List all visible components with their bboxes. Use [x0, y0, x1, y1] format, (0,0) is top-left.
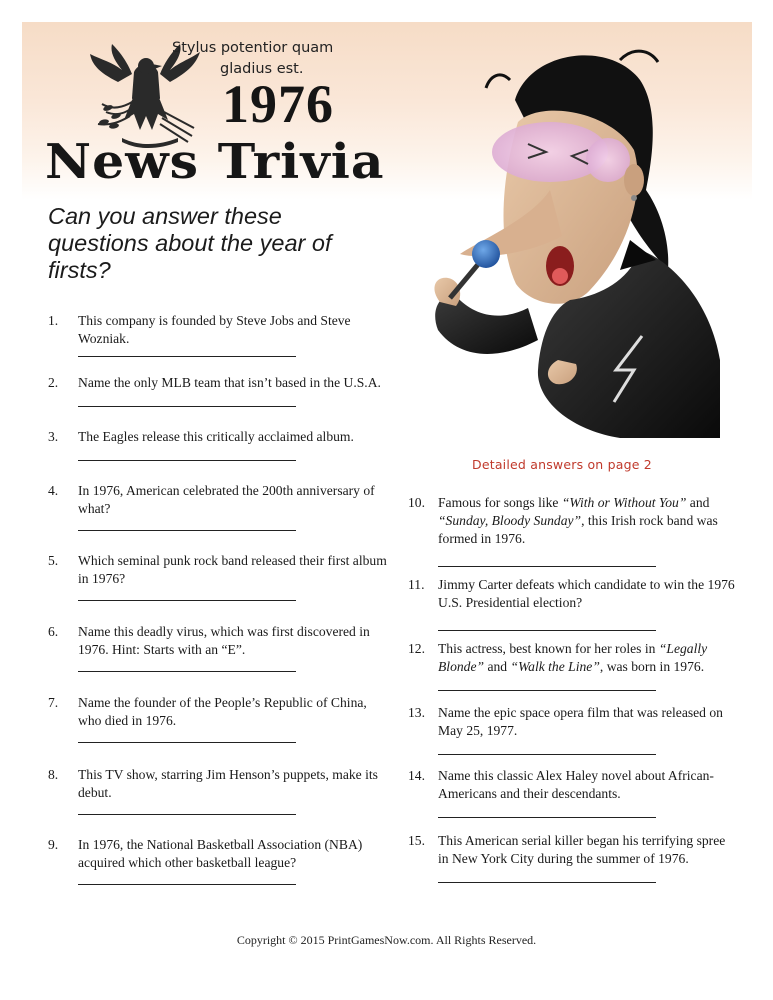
answer-line[interactable] — [438, 630, 656, 631]
answer-line[interactable] — [78, 742, 296, 743]
question-text: The Eagles release this critically acclaimed album. — [78, 429, 354, 444]
question-number: 14. — [408, 768, 425, 783]
question-number: 13. — [408, 705, 425, 720]
movie-title: “Legally Blonde” — [438, 641, 708, 674]
question-11 — [408, 576, 738, 631]
question-number: 5. — [48, 553, 59, 568]
answer-line[interactable] — [78, 814, 296, 815]
answer-line[interactable] — [78, 884, 296, 885]
question-number: 9. — [48, 837, 59, 852]
question-text: This company is founded by Steve Jobs and Steve Wozniak. — [78, 313, 351, 346]
answer-line[interactable] — [438, 566, 656, 567]
question-number: 8. — [48, 767, 59, 782]
question-text: Jimmy Carter defeats which candidate to win the 1976 U.S. Presidential election? — [438, 577, 735, 610]
question-text: Name the founder of the People’s Republic of China, who died in 1976. — [78, 695, 367, 728]
answer-line[interactable] — [78, 460, 296, 461]
question-number: 2. — [48, 375, 59, 390]
question-8 — [48, 766, 388, 815]
question-text-part: and — [484, 659, 511, 674]
question-9 — [48, 836, 388, 885]
question-text: Name the only MLB team that isn’t based in the U.S.A. — [78, 375, 381, 390]
question-4 — [48, 482, 388, 531]
question-7 — [48, 694, 388, 743]
singer-caricature-illustration — [420, 40, 730, 450]
motto-line-2: gladius est. — [220, 61, 304, 77]
question-10 — [408, 494, 738, 567]
subtitle: Can you answer these questions about the year of firsts? — [48, 203, 332, 283]
question-text: Name this deadly virus, which was first discovered in 1976. Hint: Starts with an “E”. — [78, 624, 370, 657]
question-number: 11. — [408, 577, 425, 592]
question-text: Name the epic space opera film that was released on May 25, 1977. — [438, 705, 723, 738]
copyright-footer: Copyright © 2015 PrintGamesNow.com. All Rights Reserved. — [236, 933, 537, 947]
answer-line[interactable] — [78, 600, 296, 601]
question-12 — [408, 640, 738, 691]
question-text: Name this classic Alex Haley novel about African-Americans and their descendants. — [438, 768, 714, 801]
question-text-part: Famous for songs like — [438, 495, 562, 510]
question-text: In 1976, American celebrated the 200th anniversary of what? — [78, 483, 375, 516]
answer-line[interactable] — [78, 530, 296, 531]
question-1 — [48, 312, 388, 357]
movie-title: “Walk the Line” — [510, 659, 600, 674]
answer-line[interactable] — [438, 690, 656, 691]
motto-line-1: Stylus potentior quam — [172, 40, 334, 56]
question-number: 12. — [408, 641, 425, 656]
year-heading: 1976 — [222, 74, 334, 134]
question-text-part: , this Irish rock band was formed in 1976. — [438, 513, 718, 546]
song-title: “With or Without You” — [561, 495, 687, 510]
question-2 — [48, 374, 388, 407]
question-15 — [408, 832, 738, 883]
question-text: In 1976, the National Basketball Association (NBA) acquired which other basketball league? — [78, 837, 363, 870]
question-number: 4. — [48, 483, 59, 498]
question-5 — [48, 552, 388, 601]
question-14 — [408, 767, 738, 818]
question-number: 3. — [48, 429, 59, 444]
question-text: This American serial killer began his terrifying spree in New York City during the summer of 1976. — [438, 833, 726, 866]
question-number: 1. — [48, 313, 59, 328]
question-6 — [48, 623, 388, 672]
question-number: 10. — [408, 495, 425, 510]
question-13 — [408, 704, 738, 755]
question-3 — [48, 428, 388, 461]
question-text: This TV show, starring Jim Henson’s puppets, make its debut. — [78, 767, 378, 800]
answer-line[interactable] — [438, 882, 656, 883]
question-number: 15. — [408, 833, 425, 848]
answer-line[interactable] — [78, 671, 296, 672]
answer-line[interactable] — [78, 356, 296, 357]
song-title: “Sunday, Bloody Sunday” — [438, 513, 582, 528]
answer-line[interactable] — [78, 406, 296, 407]
question-text-part: , was born in 1976. — [599, 659, 705, 674]
question-number: 7. — [48, 695, 59, 710]
question-text-part: and — [686, 495, 710, 510]
question-text — [438, 640, 738, 676]
question-text — [438, 494, 738, 548]
question-text-part: This actress, best known for her roles in — [438, 641, 659, 656]
question-number: 6. — [48, 624, 59, 639]
question-text: Which seminal punk rock band released their first album in 1976? — [78, 553, 387, 586]
answers-note: Detailed answers on page 2 — [472, 457, 652, 472]
answer-line[interactable] — [438, 754, 656, 755]
page-title: News Trivia — [45, 134, 385, 190]
answer-line[interactable] — [438, 817, 656, 818]
